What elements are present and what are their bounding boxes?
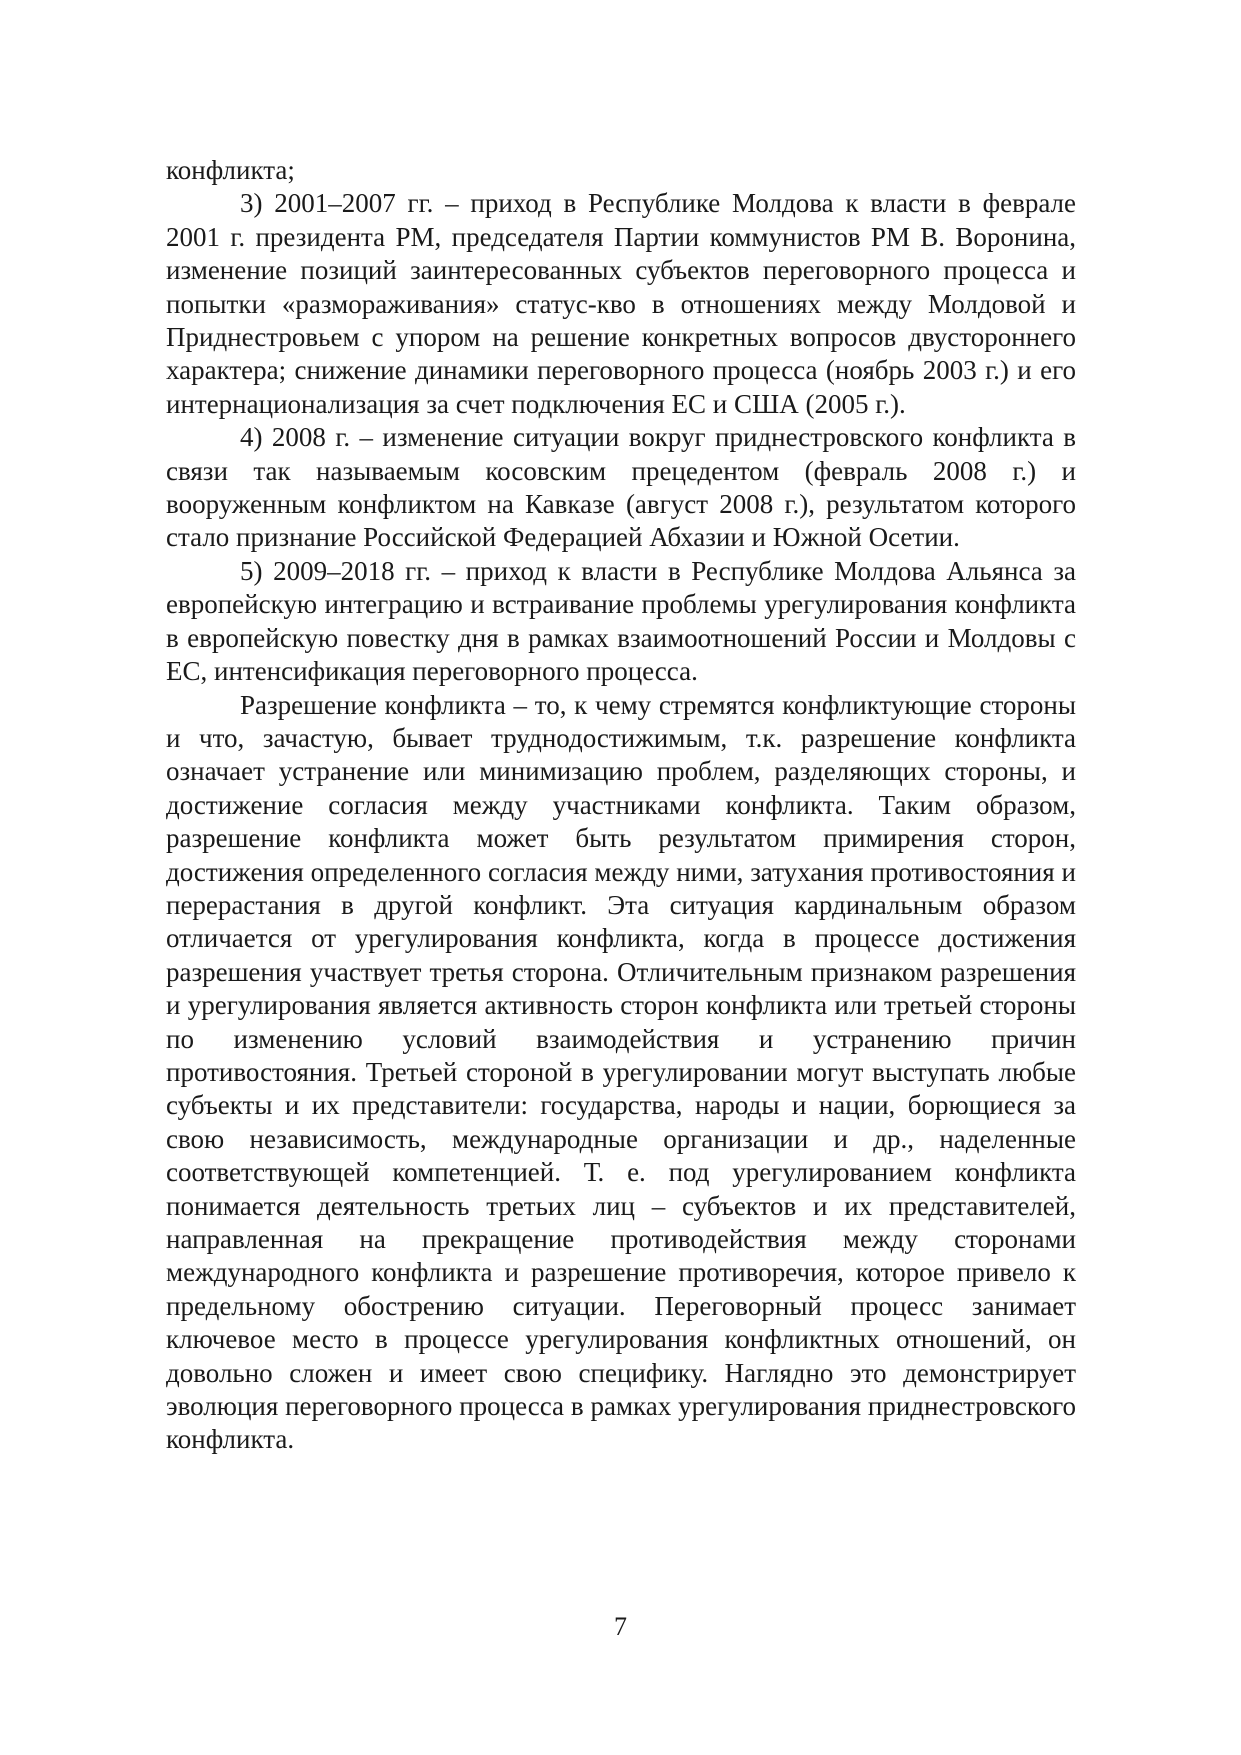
paragraph-conflict-resolution: Разрешение конфликта – то, к чему стремятся конфликтующие стороны и что, зачастую, бывает труднодостижимым, т.к. разрешение конфликта означает устранение или минимизацию проблем, разделяющих стороны, и достижение согласия между участниками конфликта. Таким образом, разрешение конфликта может быть результатом примирения сторон, достижения определенного согласия между ними, затухания противостояния и перерастания в другой конфликт. Эта ситуация кардинальным образом отличается от урегулирования конфликта, когда в процессе достижения разрешения участвует третья сторона. Отличительным признаком разрешения и урегулирования является активность сторон конфликта или третьей стороны по изменению условий взаимодействия и устранению причин противостояния. Третьей стороной в урегулировании могут выступать любые субъекты и их представители: государства, народы и нации, борющиеся за свою независимость, международные организации и др., наделенные соответствующей компетенцией. Т. е. под урегулированием конфликта понимается деятельность третьих лиц – субъектов и их представителей, направленная на прекращение противодействия между сторонами международного конфликта и разрешение противоречия, которое привело к предельному обострению ситуации. Переговорный процесс занимает ключевое место в процессе урегулирования конфликтных отношений, он довольно сложен и имеет свою специфику. Наглядно это демонстрирует эволюция переговорного процесса в рамках урегулирования приднестровского конфликта. xyxy=(166,689,1076,1455)
paragraph-period-4: 4) 2008 г. – изменение ситуации вокруг приднестровского конфликта в связи так называемым косовским прецедентом (февраль 2008 г.) и вооруженным конфликтом на Кавказе (август 2008 г.), результатом которого стало признание Российской Федерацией Абхазии и Южной Осетии. xyxy=(166,422,1076,553)
body-text xyxy=(166,154,1076,1457)
paragraph-period-3: 3) 2001–2007 гг. – приход в Республике Молдова к власти в феврале 2001 г. президента РМ, председателя Партии коммунистов РМ В. Воронина, изменение позиций заинтересованных субъектов переговорного процесса и попытки «размораживания» статус-кво в отношениях между Молдовой и Приднестровьем с упором на решение конкретных вопросов двустороннего характера; снижение динамики переговорного процесса (ноябрь 2003 г.) и его интернационализация за счет подключения ЕС и США (2005 г.). xyxy=(166,188,1076,419)
page-number: 7 xyxy=(614,1612,627,1641)
paragraph-continuation: конфликта; xyxy=(166,155,295,185)
paragraph-period-5: 5) 2009–2018 гг. – приход к власти в Республике Молдова Альянса за европейскую интеграцию и встраивание проблемы урегулирования конфликта в европейскую повестку дня в рамках взаимоотношений России и Молдовы с ЕС, интенсификация переговорного процесса. xyxy=(166,555,1076,687)
